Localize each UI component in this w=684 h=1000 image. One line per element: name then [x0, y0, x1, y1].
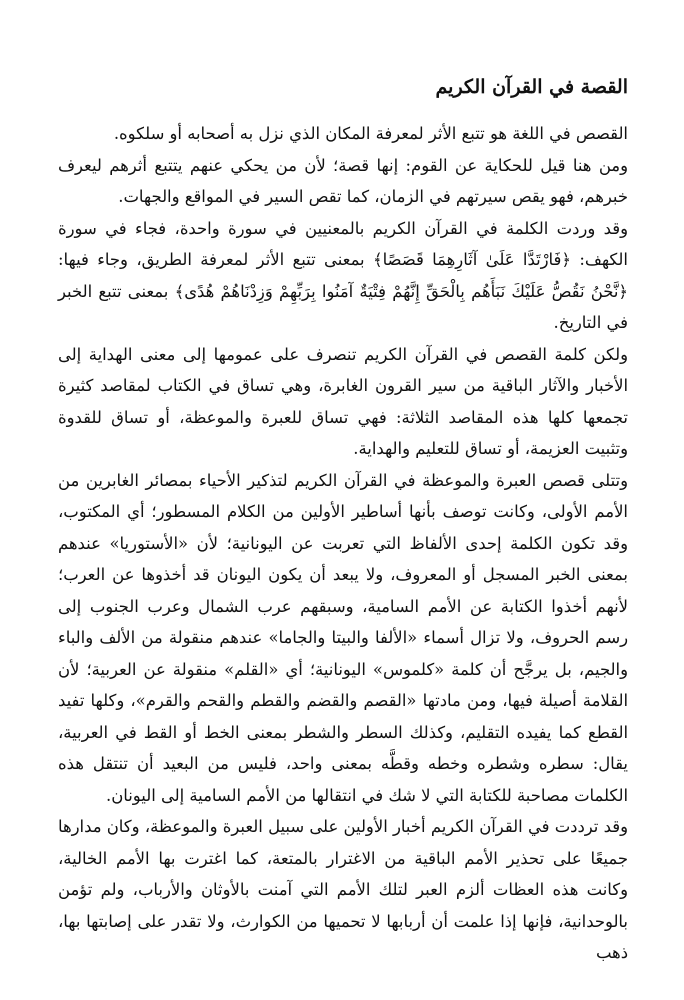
paragraph-lessons: وتتلى قصص العبرة والموعظة في القرآن الكريم لتذكير الأحياء بمصائر الغابرين من الأمم الأولى، وكانت توصف بأنها أساطير الأولين من الكلام المسطور؛ أي المكتوب، وقد تكون الكلمة إحدى الألفاظ التي تعربت عن اليونانية؛ لأن «الأستوريا» عندهم بمعنى الخبر المسجل أو المعروف، ولا يبعد أن يكون اليونان قد أخذوها عن العرب؛ لأنهم أخذوا الكتابة عن الأمم السامية، وسبقهم عرب الشمال وعرب الجنوب إلى رسم الحروف، ولا تزال أسماء «الألفا والبيتا والجاما» عندهم منقولة من الألف والباء والجيم، بل يرجَّح أن كلمة «كلموس» اليونانية؛ أي «القلم» منقولة عن العربية؛ لأن القلامة أصيلة فيها، ومن مادتها «القصم والقضم والقطم والقحم والقرم»، وكلها تفيد القطع كما يفيده التقليم، وكذلك السطر والشطر بمعنى الخط أو القط في العربية، يقال: سطره وشطره وخطه وقطَّه بمعنى واحد، فليس من البعيد أن تنتقل هذه الكلمات مصاحبة للكتابة التي لا شك في انتقالها من الأمم السامية إلى اليونان.: [58, 470, 628, 805]
paragraph-purposes: ولكن كلمة القصص في القرآن الكريم تنصرف على عمومها إلى معنى الهداية إلى الأخبار والآثار الباقية من سير القرون الغابرة، وهي تساق في الكتاب لمقاصد كثيرة تجمعها كلها هذه المقاصد الثلاثة: فهي تساق للعبرة والموعظة، أو تساق للقدوة وتثبيت العزيمة، أو تساق للتعليم والهداية.: [58, 344, 628, 458]
paragraph-quran-usage: وقد وردت الكلمة في القرآن الكريم بالمعنيين في سورة واحدة، فجاء في سورة الكهف: ﴿فَارْتَدَّا عَلَىٰ آثَارِهِمَا قَصَصًا﴾ بمعنى تتبع الأثر لمعرفة الطريق، وجاء فيها: ﴿نَّحْنُ نَقُصُّ عَلَيْكَ نَبَأَهُم بِالْحَقِّ إِنَّهُمْ فِتْيَةٌ آمَنُوا بِرَبِّهِمْ وَزِدْنَاهُمْ هُدًى﴾ بمعنى تتبع الخبر في التاريخ.: [58, 218, 628, 332]
document-page: [58, 70, 628, 969]
paragraph-definition: القصص في اللغة هو تتبع الأثر لمعرفة المكان الذي نزل به أصحابه أو سلكوه.: [113, 124, 628, 143]
paragraph-warnings: وقد ترددت في القرآن الكريم أخبار الأولين على سبيل العبرة والموعظة، وكان مدارها جميعًا على تحذير الأمم الباقية من الاغترار بالمتعة، كما اغترت بها الأمم الخالية، وكانت هذه العظات ألزم العبر لتلك الأمم التي آمنت بالأوثان والأرباب، ولم تؤمن بالوحدانية، فإنها إذا علمت أن أربابها لا تحميها من الكوارث، ولا تقدر على إصابتها بها، ذهب: [58, 817, 628, 962]
paragraph-etymology: ومن هنا قيل للحكاية عن القوم: إنها قصة؛ لأن من يحكي عنهم يتتبع أثرهم ليعرف خبرهم، فهو يقص سيرتهم في الزمان، كما تقص السير في المواقع والجهات.: [58, 155, 628, 206]
document-title: القصة في القرآن الكريم: [435, 76, 628, 98]
